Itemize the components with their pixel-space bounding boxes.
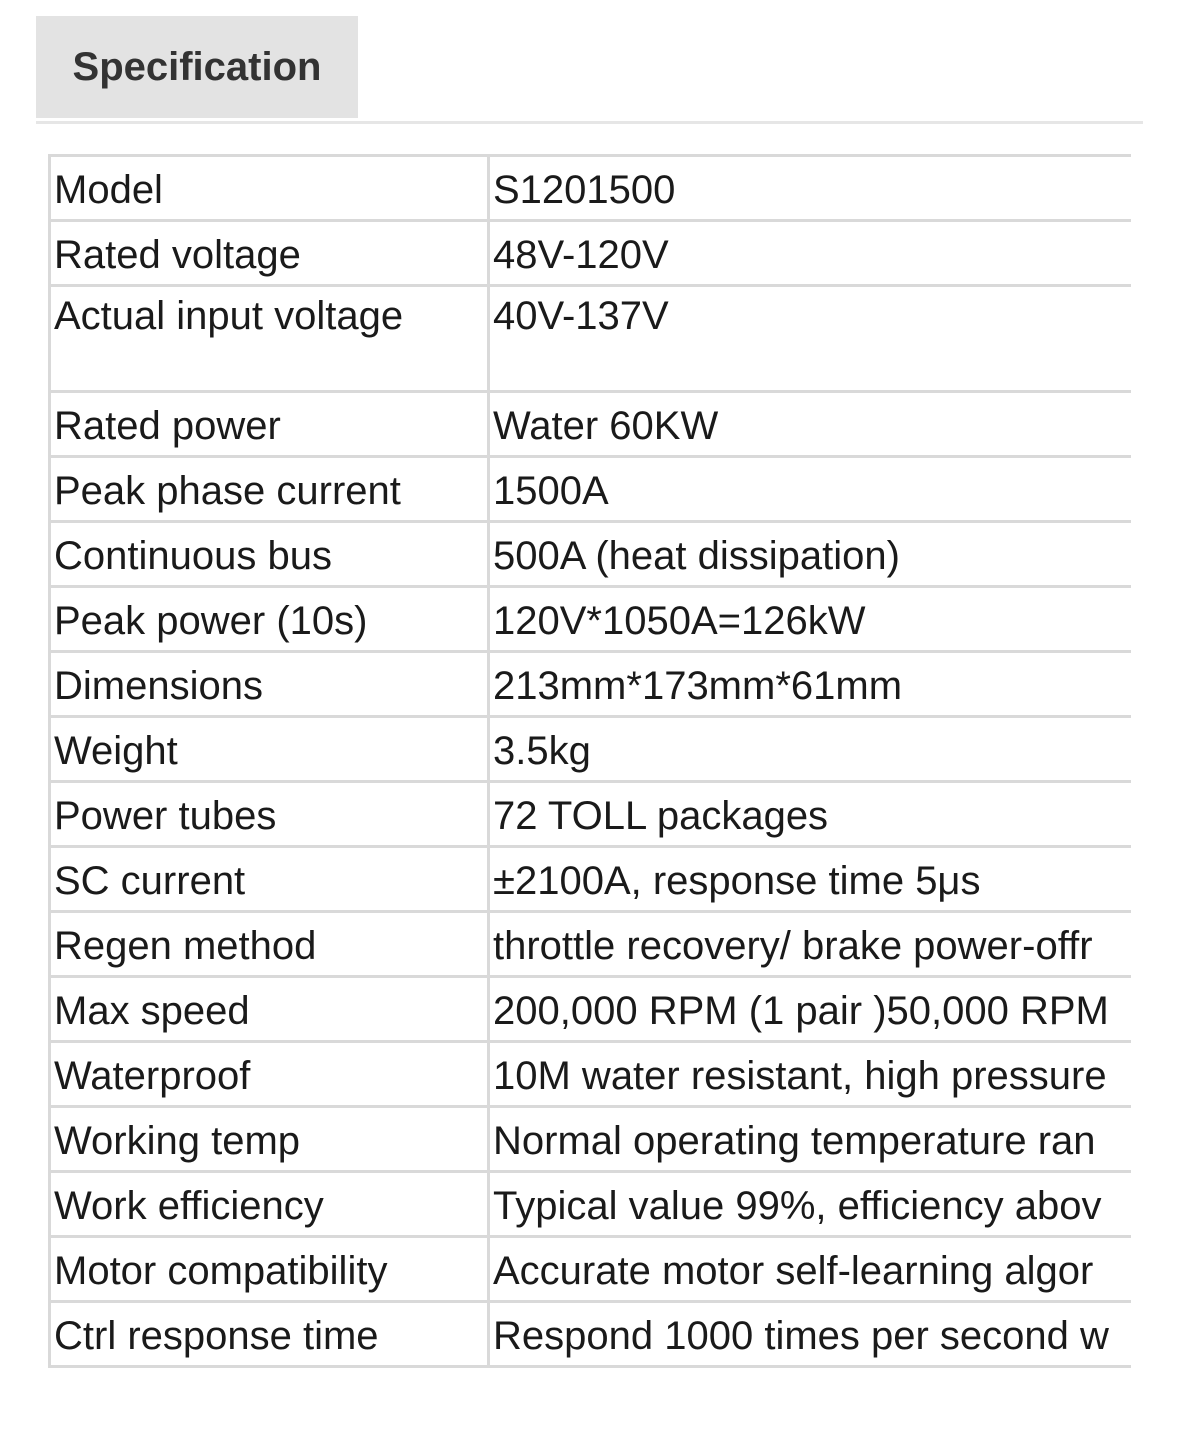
spec-label: Max speed: [54, 989, 250, 1033]
spec-value-cell: [489, 717, 1132, 782]
spec-value: 500A (heat dissipation): [493, 534, 900, 578]
spec-value: Accurate motor self-learning algor: [493, 1249, 1094, 1293]
spec-label: Power tubes: [54, 794, 277, 838]
spec-label: Actual input voltage: [54, 294, 404, 338]
spec-label: Work efficiency: [54, 1184, 324, 1228]
spec-label: Ctrl response time: [54, 1314, 379, 1358]
spec-value: Normal operating temperature ran: [493, 1119, 1096, 1163]
spec-value-cell: [489, 522, 1132, 587]
table-row: [50, 1042, 1132, 1107]
spec-value-cell: [489, 156, 1132, 221]
spec-value-cell: [489, 1302, 1132, 1367]
table-row: [50, 392, 1132, 457]
spec-value: Water 60KW: [493, 404, 719, 448]
table-row: [50, 587, 1132, 652]
spec-label: Model: [54, 168, 163, 212]
tab-specification[interactable]: Specification: [36, 16, 358, 118]
spec-label: Rated power: [54, 404, 281, 448]
spec-value: Respond 1000 times per second w: [493, 1314, 1109, 1358]
spec-label-cell: [50, 1107, 489, 1172]
spec-label: Waterproof: [54, 1054, 251, 1098]
table-row: [50, 156, 1132, 221]
spec-value: 3.5kg: [493, 729, 591, 773]
spec-label-cell: [50, 392, 489, 457]
spec-value-cell: [489, 1107, 1132, 1172]
spec-label: Weight: [54, 729, 178, 773]
spec-label: Rated voltage: [54, 233, 301, 277]
table-row: [50, 1172, 1132, 1237]
spec-label: Working temp: [54, 1119, 301, 1163]
spec-value: S1201500: [493, 168, 676, 212]
spec-label-cell: [50, 652, 489, 717]
spec-label: Regen method: [54, 924, 317, 968]
spec-value-cell: [489, 286, 1132, 392]
spec-value-cell: [489, 912, 1132, 977]
table-row: [50, 221, 1132, 286]
spec-value: Typical value 99%, efficiency abov: [493, 1184, 1102, 1228]
spec-value-cell: [489, 457, 1132, 522]
spec-value-cell: [489, 652, 1132, 717]
spec-value-cell: [489, 1237, 1132, 1302]
table-row: [50, 1302, 1132, 1367]
spec-label-cell: [50, 522, 489, 587]
tab-bar: [36, 16, 1143, 124]
spec-table-container: [48, 154, 1131, 1420]
spec-label-cell: [50, 156, 489, 221]
spec-value-cell: [489, 847, 1132, 912]
spec-label: Motor compatibility: [54, 1249, 388, 1293]
spec-value: 10M water resistant, high pressure: [493, 1054, 1107, 1098]
spec-label: Dimensions: [54, 664, 263, 708]
spec-value-cell: [489, 1172, 1132, 1237]
spec-value: 213mm*173mm*61mm: [493, 664, 903, 708]
spec-value-cell: [489, 221, 1132, 286]
spec-value: 120V*1050A=126kW: [493, 599, 866, 643]
spec-label-cell: [50, 782, 489, 847]
table-row: [50, 717, 1132, 782]
table-row: [50, 1237, 1132, 1302]
spec-value-cell: [489, 1042, 1132, 1107]
spec-label-cell: [50, 1237, 489, 1302]
spec-value: 72 TOLL packages: [493, 794, 829, 838]
spec-value-cell: [489, 392, 1132, 457]
spec-value: 40V-137V: [493, 294, 669, 338]
table-row: [50, 782, 1132, 847]
spec-label: Continuous bus: [54, 534, 332, 578]
table-row: [50, 977, 1132, 1042]
table-row: [50, 286, 1132, 392]
spec-label-cell: [50, 912, 489, 977]
spec-value: 1500A: [493, 469, 609, 513]
spec-label-cell: [50, 977, 489, 1042]
spec-value-cell: [489, 782, 1132, 847]
spec-value: 200,000 RPM (1 pair )50,000 RPM: [493, 989, 1109, 1033]
spec-value: throttle recovery/ brake power-offr: [493, 924, 1093, 968]
spec-value: ±2100A, response time 5μs: [493, 859, 981, 903]
table-row: [50, 457, 1132, 522]
table-row: [50, 652, 1132, 717]
spec-label-cell: [50, 221, 489, 286]
spec-label: Peak power (10s): [54, 599, 368, 643]
tab-bar-divider: [36, 121, 1143, 124]
spec-label-cell: [50, 1302, 489, 1367]
spec-value: 48V-120V: [493, 233, 669, 277]
table-row: [50, 912, 1132, 977]
table-row: [50, 1107, 1132, 1172]
spec-label-cell: [50, 717, 489, 782]
spec-label: SC current: [54, 859, 246, 903]
spec-label-cell: [50, 457, 489, 522]
spec-label-cell: [50, 847, 489, 912]
spec-label-cell: [50, 1042, 489, 1107]
spec-label-cell: [50, 587, 489, 652]
spec-value-cell: [489, 587, 1132, 652]
spec-table: [48, 154, 1131, 1368]
spec-label: Peak phase current: [54, 469, 401, 513]
spec-label-cell: [50, 286, 489, 392]
spec-value-cell: [489, 977, 1132, 1042]
table-row: [50, 522, 1132, 587]
spec-label-cell: [50, 1172, 489, 1237]
table-row: [50, 847, 1132, 912]
